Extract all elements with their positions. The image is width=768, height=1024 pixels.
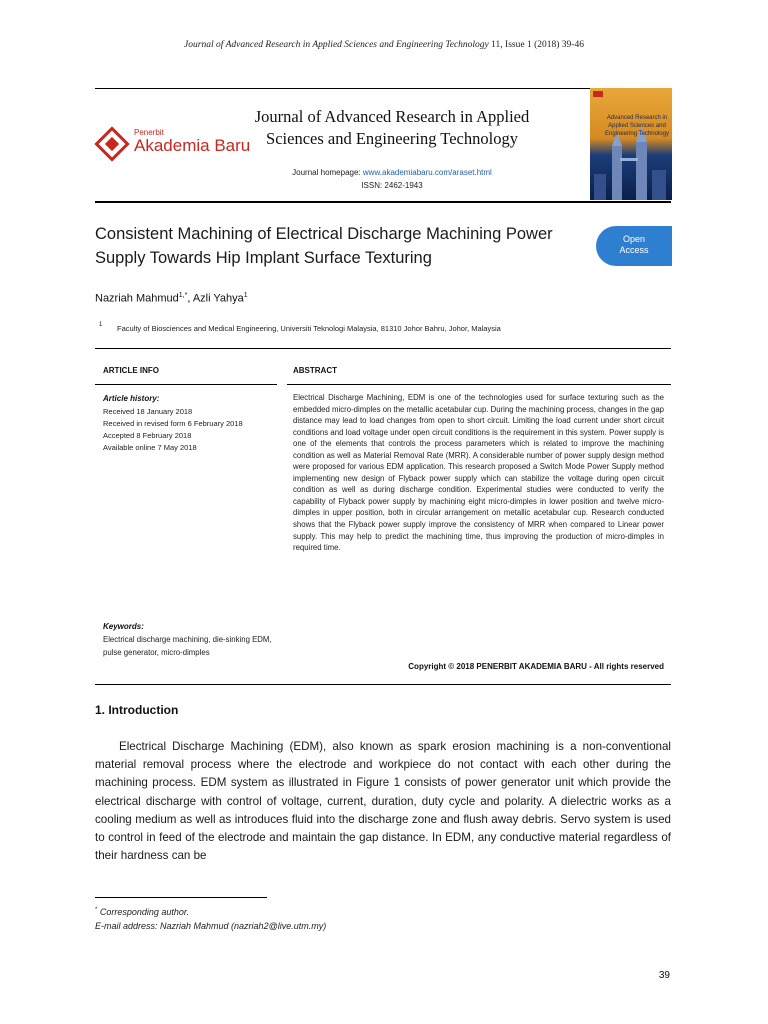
history-online: Available online 7 May 2018	[103, 443, 197, 452]
header-bottom-rule	[95, 201, 671, 203]
header-top-rule	[95, 88, 671, 89]
abstract-text: Electrical Discharge Machining, EDM is one of the technologies used for surface texturing such as the embedded micro-dimples on the metallic acetabular cup. During the machining process, changes in the gap distance may lead to load changes from open to short circuit. Limiting the load current under short circuit conditions and load voltage under open circuit conditions is the requirement in this system. Power supply is one of the elements that controls the process parameters which is related to improve the machining condition as well as Material Removal Rate (MRR). A considerable number of power supply design method were proposed for various EDM application. This research proposed a Switch Mode Power Supply method implementing new design of Flyback power supply which can stabilize the voltage during open circuit condition as well as during discharge condition. Experimental studies were conducted to verify the capability of Flyback power supply by machining eight micro-dimples in lower position and twelve micro-dimples in upper position, both in circular arrangement on metallic acetabular cup. Research conducted shows that the Flyback power supply improve the consistency of MRR when compared to Linear power supply. This may help to predict the machining time, thus improving the production of micro-dimples in required time.	[293, 393, 664, 553]
info-head-rule-right	[287, 384, 671, 385]
authors	[95, 292, 248, 305]
copyright: Copyright © 2018 PENERBIT AKADEMIA BARU - All rights reserved	[408, 662, 664, 671]
publisher-logo	[94, 124, 251, 164]
cover-title-line3: Engineering Technology	[605, 131, 669, 137]
introduction-body	[95, 738, 671, 865]
open-access-badge	[596, 226, 672, 266]
history-received: Received 18 January 2018	[103, 407, 193, 416]
paper-title-line2: Supply Towards Hip Implant Surface Texturing	[95, 249, 432, 267]
author-1-affil: 1,*	[178, 292, 188, 299]
keywords-label: Keywords:	[103, 622, 144, 631]
open-access-line1: Open	[622, 234, 646, 244]
info-bottom-rule	[95, 684, 671, 685]
journal-cover	[590, 88, 672, 200]
page-number: 39	[658, 970, 670, 981]
journal-cover-image	[590, 88, 672, 200]
footnote-marker: *	[95, 907, 98, 913]
corresponding-author-text: Corresponding author.	[99, 907, 190, 917]
journal-title	[232, 106, 552, 150]
open-access-line2: Access	[619, 245, 649, 255]
running-head-journal: Journal of Advanced Research in Applied Sciences and Engineering Technology	[184, 40, 489, 50]
affiliation: Faculty of Biosciences and Medical Engineering, Universiti Teknologi Malaysia, 81310 Johor Bahru, Johor, Malaysia	[117, 324, 501, 333]
homepage-link[interactable]: www.akademiabaru.com/araset.html	[362, 168, 492, 177]
affiliation-marker: 1	[99, 322, 103, 328]
footnote-rule	[95, 897, 267, 898]
publisher-small-label: Penerbit	[134, 128, 164, 137]
abstract-heading: ABSTRACT	[293, 366, 337, 375]
homepage-label: Journal homepage:	[292, 168, 361, 177]
corresponding-author-note	[95, 907, 189, 917]
paper-title	[95, 222, 585, 270]
author-1: Nazriah Mahmud	[95, 292, 179, 305]
info-head-rule-left	[95, 384, 277, 385]
cover-title	[604, 114, 670, 138]
publisher-name: Akademia Baru	[134, 136, 251, 155]
running-head	[0, 40, 768, 50]
issn: ISSN: 2462-1943	[361, 181, 423, 190]
corresponding-email: E-mail address: Nazriah Mahmud (nazriah2@live.utm.my)	[95, 921, 327, 931]
keywords: Electrical discharge machining, die-sinking EDM, pulse generator, micro-dimples	[103, 635, 272, 657]
section-title-introduction: 1. Introduction	[95, 703, 179, 717]
article-info-heading: ARTICLE INFO	[103, 366, 159, 375]
running-head-volume: 11, Issue 1 (2018) 39-46	[491, 40, 584, 50]
cover-title-line1: Advanced Research in	[606, 115, 668, 121]
cover-title-line2: Applied Sciences and	[608, 123, 666, 129]
journal-homepage	[232, 168, 552, 177]
history-accepted: Accepted 8 February 2018	[103, 431, 192, 440]
author-2-affil: 1	[243, 292, 248, 299]
article-history-label: Article history:	[103, 394, 160, 403]
history-revised: Received in revised form 6 February 2018	[103, 419, 243, 428]
paper-title-line1: Consistent Machining of Electrical Discharge Machining Power	[95, 225, 553, 243]
author-2: , Azli Yahya	[187, 292, 244, 305]
info-top-rule	[95, 348, 671, 349]
introduction-paragraph: Electrical Discharge Machining (EDM), also known as spark erosion machining is a non-conventional material removal process where the electrode and workpiece do not contact with each other during the machining process. EDM system as illustrated in Figure 1 consists of power generator unit which provide the electrical discharge with control of voltage, current, duration, duty cycle and polarity. A dielectric works as a cooling medium as well as introduces fluid into the discharge zone and flush away debris. Servo system is used to control in feed of the electrode and maintain the gap distance. In EDM, any conductive material regardless of their hardness can be	[95, 740, 671, 863]
journal-title-line1: Journal of Advanced Research in Applied	[254, 107, 530, 126]
journal-title-line2: Sciences and Engineering Technology	[266, 129, 518, 148]
